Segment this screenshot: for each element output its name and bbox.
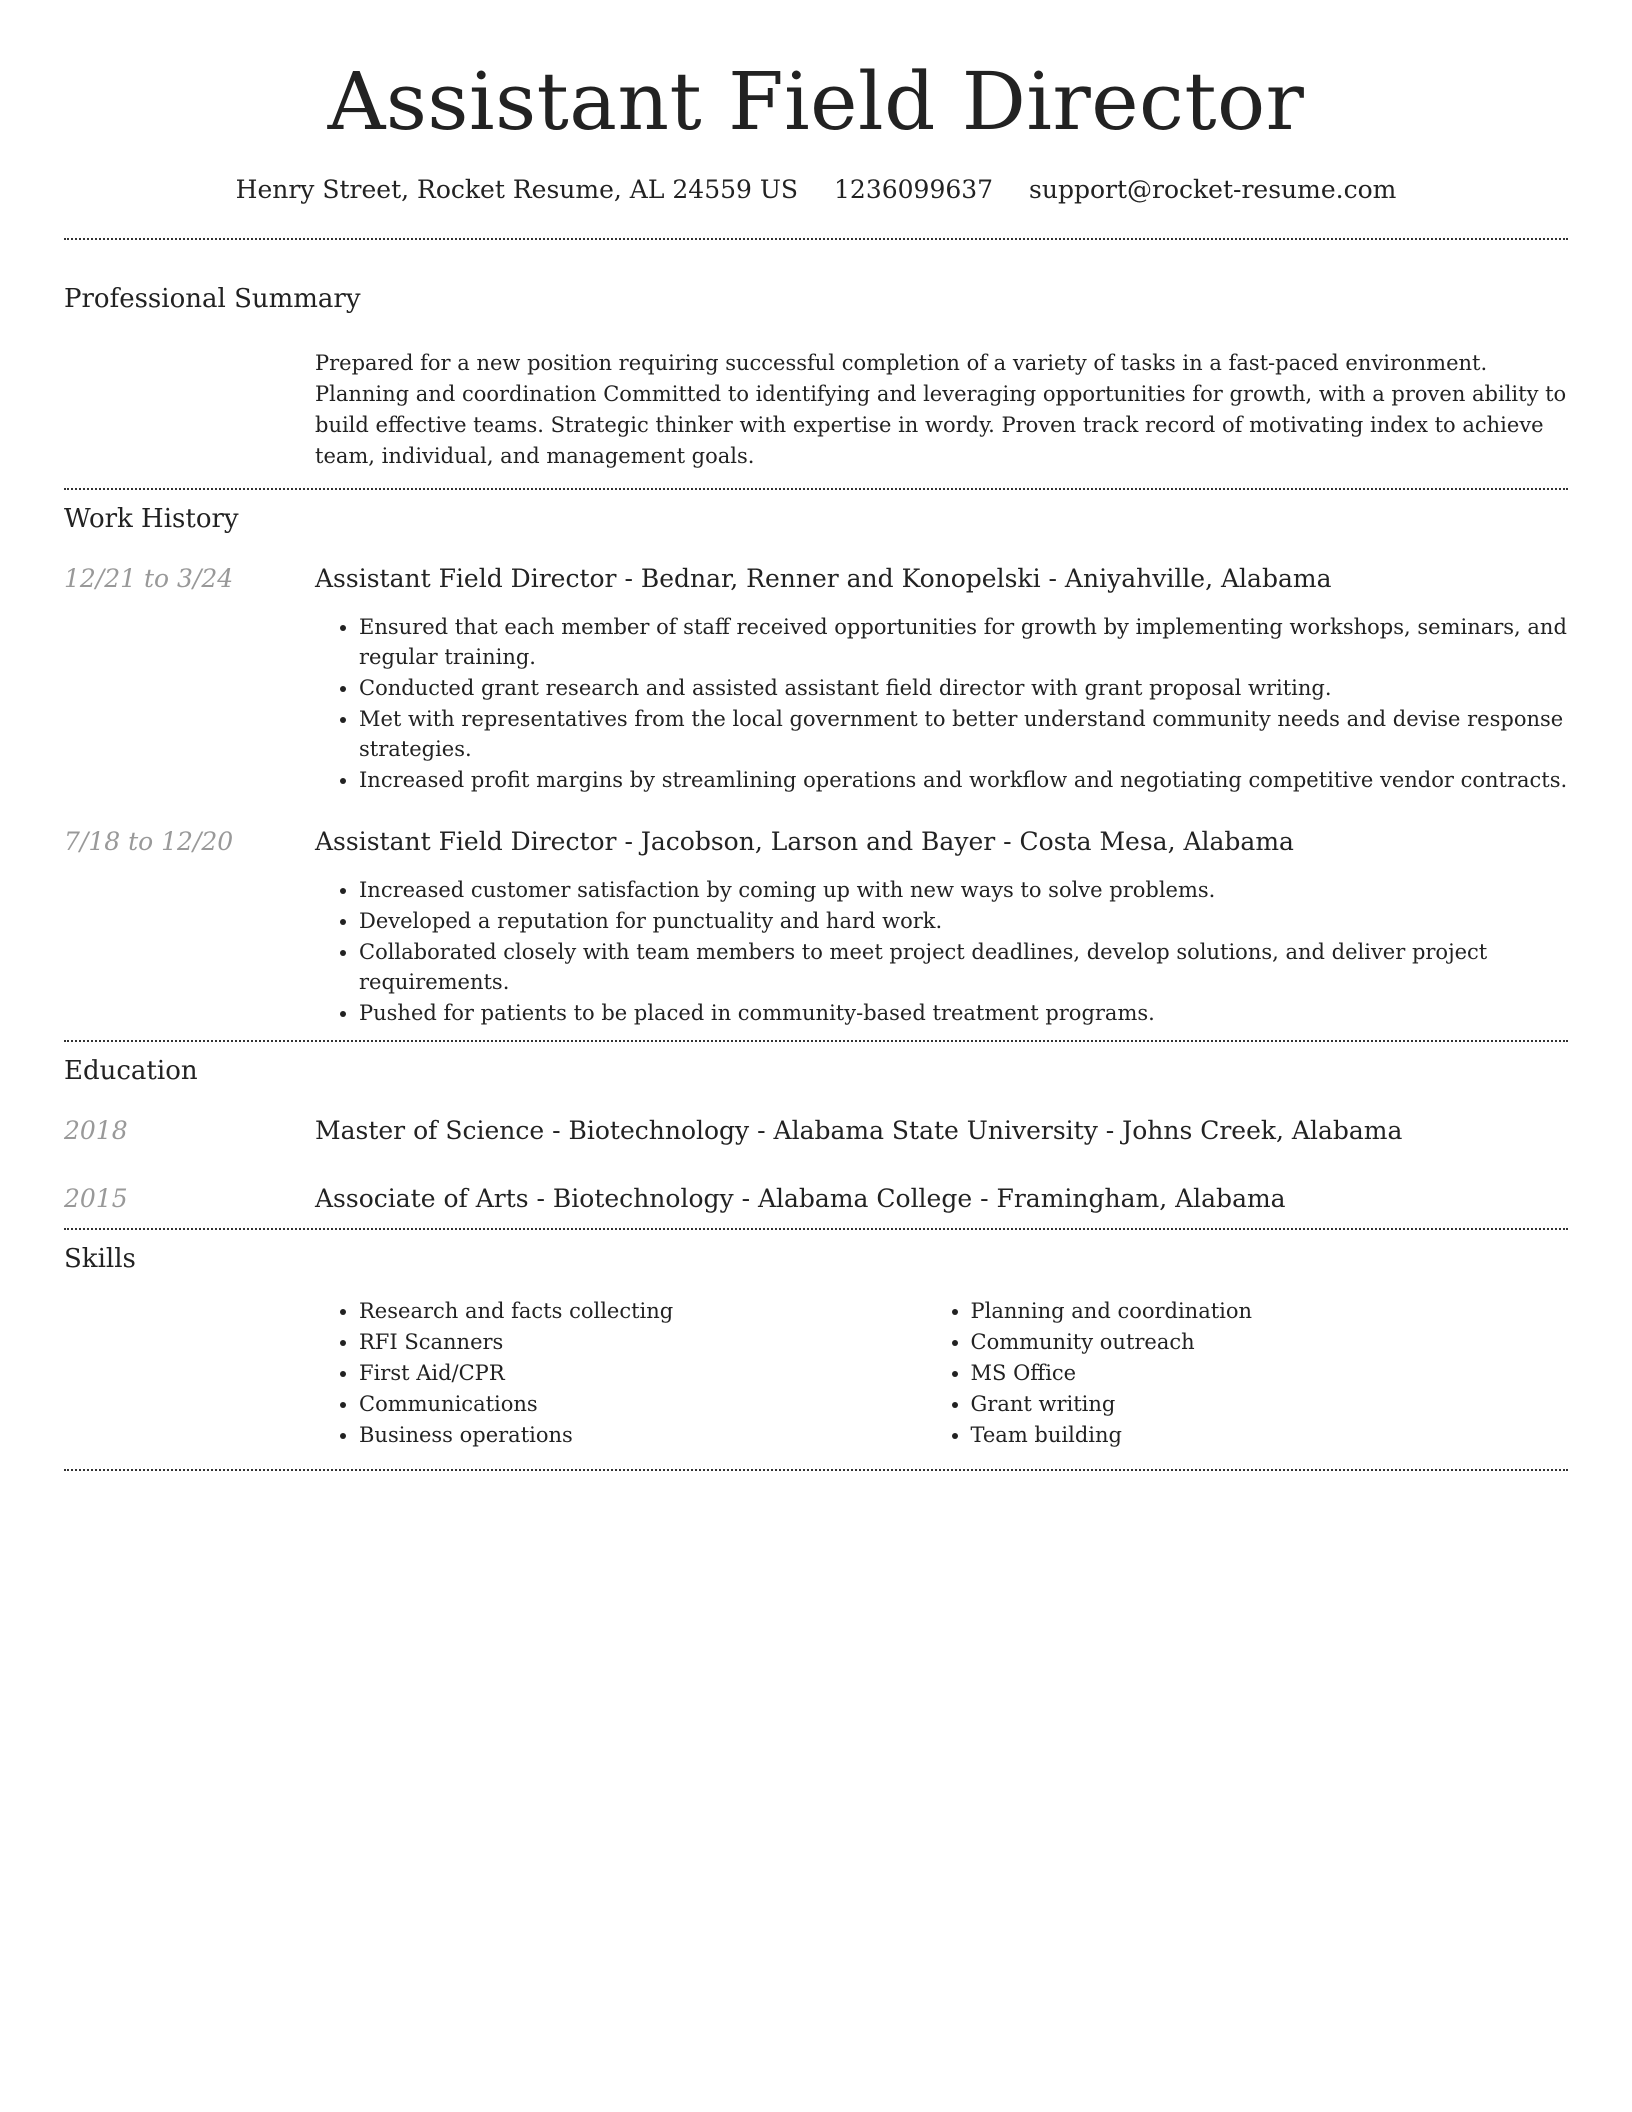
skills-section-title: Skills: [64, 1244, 136, 1274]
education-entry: [64, 1114, 1568, 1148]
skills-list-left: [315, 1296, 957, 1451]
job-bullet: • Ensured that each member of staff received opportunities for growth by implementing workshops, seminars, and regular training.: [359, 612, 1568, 672]
skill-item: • Business operations: [359, 1420, 957, 1451]
education-school-location: - Alabama College - Framingham, Alabama: [733, 1184, 1286, 1213]
education-heading: [315, 1114, 1568, 1148]
skill-item: • Grant writing: [971, 1389, 1569, 1420]
contact-email: support@rocket-resume.com: [1029, 175, 1397, 204]
skill-item: • Community outreach: [971, 1327, 1569, 1358]
education-heading: [315, 1182, 1568, 1216]
job-dates: 12/21 to 3/24: [64, 564, 234, 593]
education-degree: Master of Science - Biotechnology: [315, 1116, 750, 1145]
section-divider: [64, 1469, 1568, 1471]
job-dates: 7/18 to 12/20: [64, 827, 234, 856]
job-employer-location: - Jacobson, Larson and Bayer - Costa Mesa, Alabama: [616, 827, 1294, 856]
resume-name-heading: Assistant Field Director: [327, 55, 1305, 148]
job-bullet: • Met with representatives from the local government to better understand community needs and devise response strategies.: [359, 704, 1568, 764]
job-heading: [315, 562, 1568, 596]
skill-item: • Team building: [971, 1420, 1569, 1451]
summary-section-title: Professional Summary: [64, 284, 361, 314]
job-position: Assistant Field Director: [315, 564, 617, 593]
resume-page: [64, 0, 1568, 1471]
skill-item: • First Aid/CPR: [359, 1358, 957, 1389]
skills-list-right: [957, 1296, 1569, 1451]
section-divider: [64, 238, 1568, 240]
contact-phone: 1236099637: [834, 175, 994, 204]
job-entry: [64, 562, 1568, 795]
job-position: Assistant Field Director: [315, 827, 617, 856]
skills-grid: [315, 1296, 1568, 1451]
summary-text: Prepared for a new position requiring successful completion of a variety of tasks in a fast-paced environment. Planning and coordination Committed to identifying and leveraging opportunities for growth, with a proven ability to build effective teams. Strategic thinker with expertise in wordy. Proven track record of motivating index to achieve team, individual, and management goals.: [315, 351, 1567, 468]
skill-item: • Communications: [359, 1389, 957, 1420]
job-bullets: [315, 875, 1568, 1028]
job-bullet: • Increased profit margins by streamlining operations and workflow and negotiating competitive vendor contracts.: [359, 765, 1568, 795]
skill-item: • RFI Scanners: [359, 1327, 957, 1358]
job-bullets: [315, 612, 1568, 795]
education-degree: Associate of Arts - Biotechnology: [315, 1184, 734, 1213]
contact-address: Henry Street, Rocket Resume, AL 24559 US: [235, 175, 799, 204]
job-entry: [64, 825, 1568, 1028]
job-employer-location: - Bednar, Renner and Konopelski - Aniyahville, Alabama: [616, 564, 1332, 593]
section-divider: [64, 1040, 1568, 1042]
education-year: 2018: [64, 1116, 128, 1145]
job-bullet: • Developed a reputation for punctuality and hard work.: [359, 906, 1568, 936]
section-divider: [64, 1228, 1568, 1230]
job-bullet: • Collaborated closely with team members to meet project deadlines, develop solutions, and deliver project requirements.: [359, 937, 1568, 997]
education-entry: [64, 1182, 1568, 1216]
job-heading: [315, 825, 1568, 859]
education-school-location: - Alabama State University - Johns Creek, Alabama: [749, 1116, 1403, 1145]
contact-line: [64, 170, 1568, 210]
education-year: 2015: [64, 1184, 128, 1213]
job-bullet: • Increased customer satisfaction by coming up with new ways to solve problems.: [359, 875, 1568, 905]
skill-item: • MS Office: [971, 1358, 1569, 1389]
section-divider: [64, 488, 1568, 490]
skill-item: • Research and facts collecting: [359, 1296, 957, 1327]
work-history-section-title: Work History: [64, 504, 239, 534]
education-section-title: Education: [64, 1056, 198, 1086]
skill-item: • Planning and coordination: [971, 1296, 1569, 1327]
job-bullet: • Conducted grant research and assisted assistant field director with grant proposal writing.: [359, 673, 1568, 703]
job-bullet: • Pushed for patients to be placed in community-based treatment programs.: [359, 998, 1568, 1028]
